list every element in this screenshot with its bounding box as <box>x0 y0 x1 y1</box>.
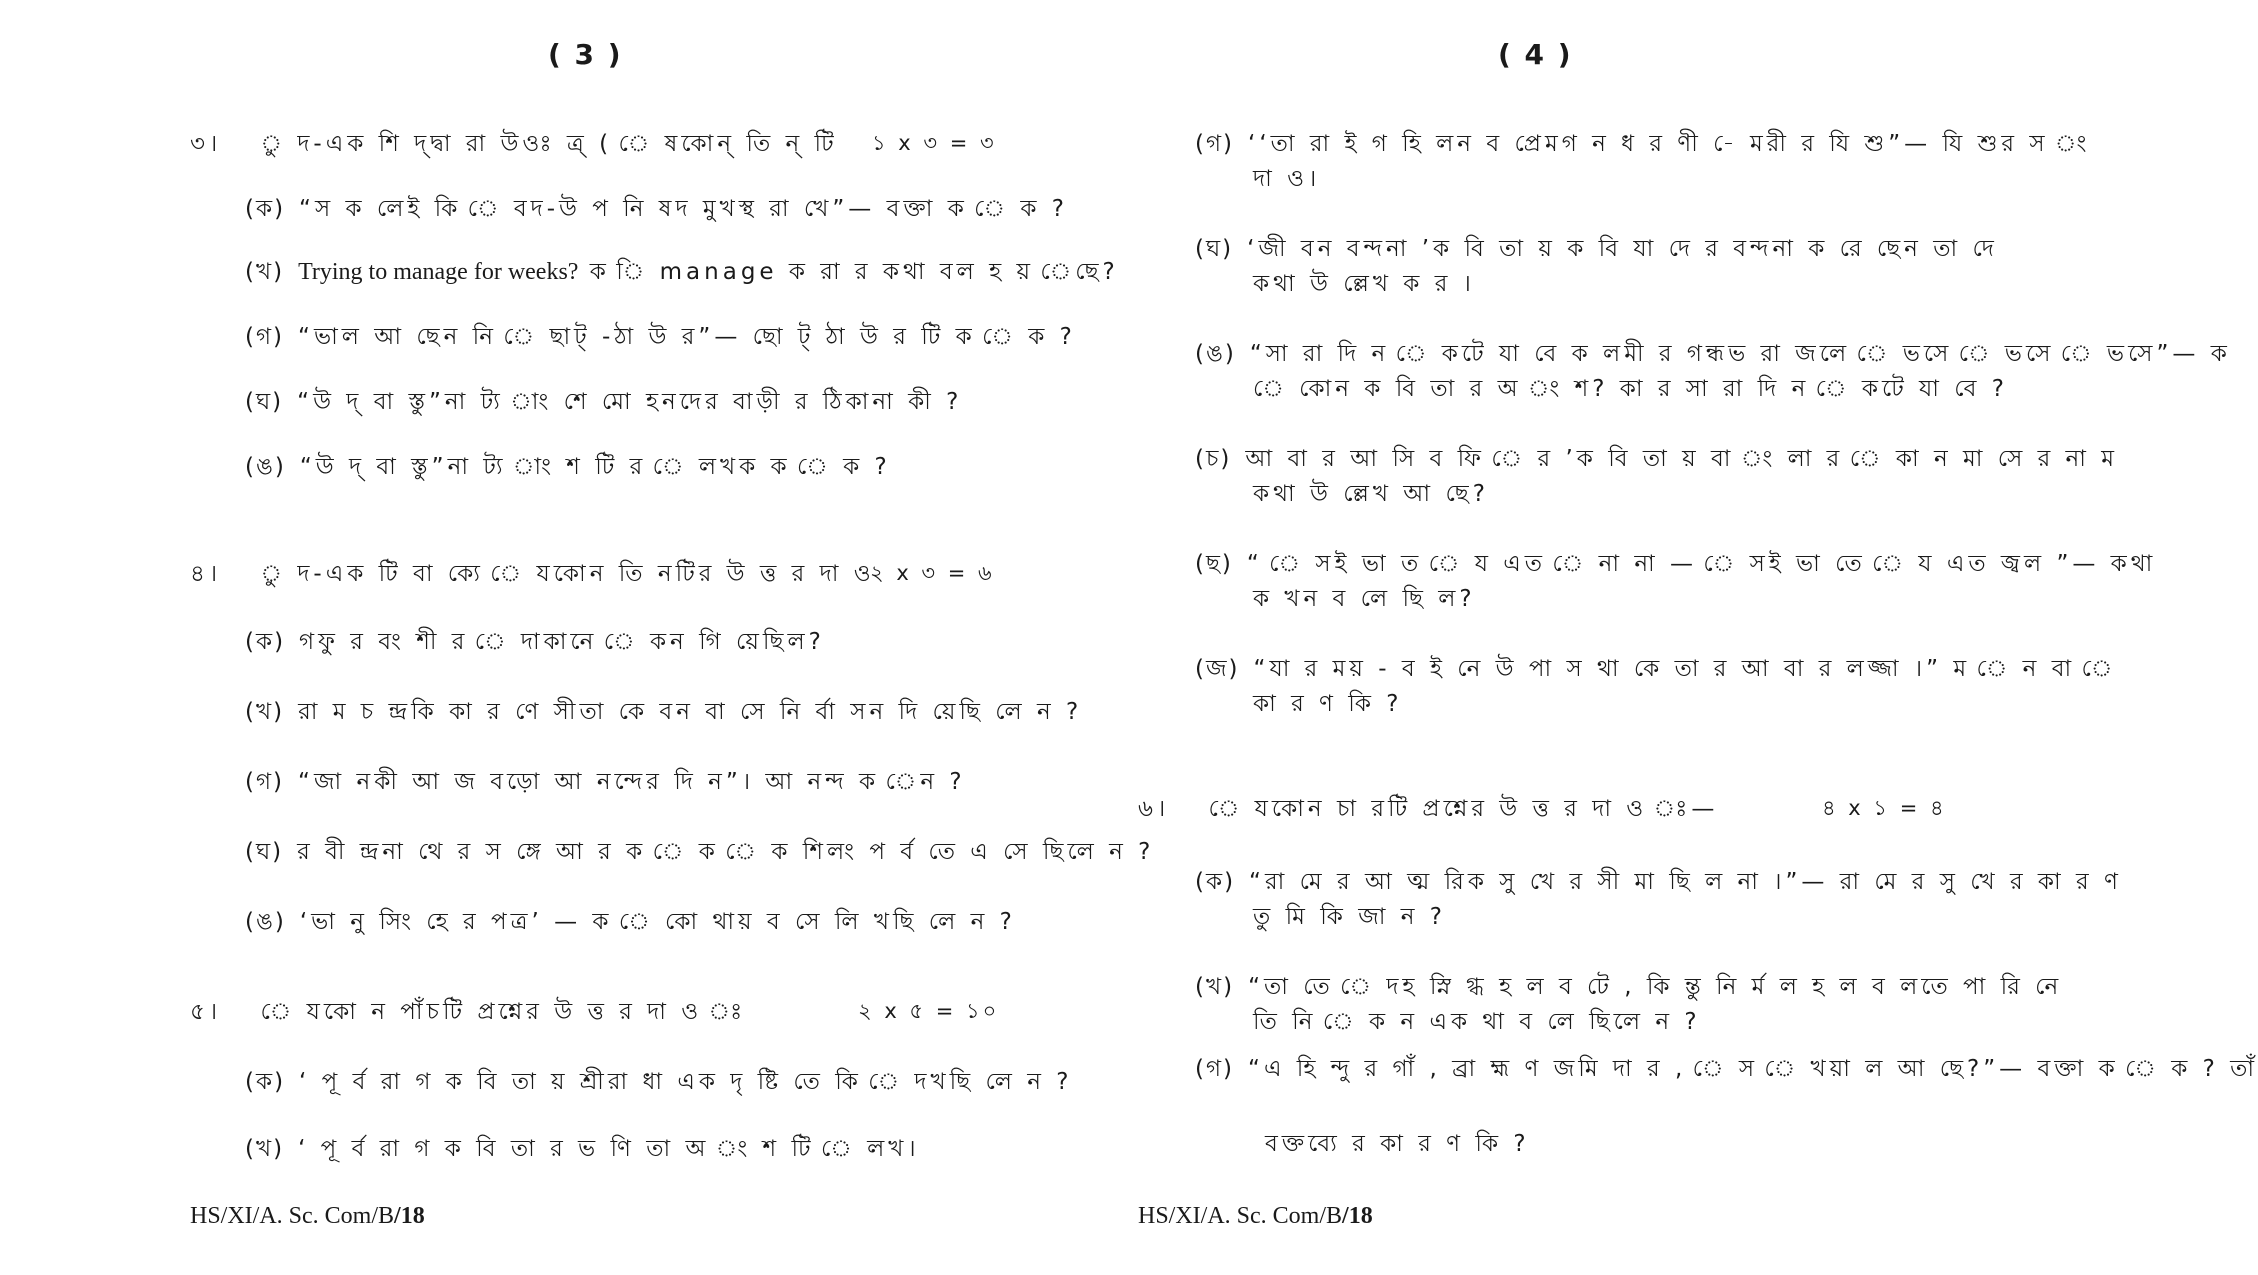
cont-item-chh: (ছ) “ ে সই ভা ত ে য এত ে না না — ে সই ভা তে ে য এত জ্বল ”— কথা <box>1195 551 2157 577</box>
footer-right <box>1138 1203 1373 1230</box>
cont-item-ch: (চ) আ বা র আ সি ব ফি ে র ’ক বি তা য় বা ং লা র ে কা ন মা সে র না ম <box>1195 446 2119 472</box>
q3-item-e: (ঙ) “উ দ্ বা স্তু”না ট্য াং শ টি র ে লখক ক ে ক ? <box>245 454 891 480</box>
q4-item-d: (ঘ) র বী ন্দ্রনা থে র স ঙ্গে আ র ক ে ক ে ক শিলং প র্ব তে এ সে ছিলে ন ? <box>245 839 1155 865</box>
cont-item-j: (জ) “যা র ময় - ব ই নে উ পা স থা কে তা র আ বা র লজ্জা ।” ম ে ন বা ে <box>1195 656 2117 682</box>
question-6-heading <box>1138 790 1718 829</box>
footer-left <box>190 1203 425 1230</box>
q6-item-a: (ক) “রা মে র আ ত্ম রিক সু খে র সী মা ছি ল না ।”— রা মে র সু খে র কা র ণ <box>1195 869 2122 895</box>
cont-item-ch-line2: কথা উ ল্লেখ আ ছে? <box>1253 481 1489 507</box>
page-number-left: ( 3 ) <box>548 38 623 71</box>
q4-item-b: (খ) রা ম চ ন্দ্রকি কা র ণে সীতা কে বন বা সে নি র্বা সন দি য়েছি লে ন ? <box>245 699 1083 725</box>
q6-item-b-line2: তি নি ে ক ন এক থা ব লে ছিলে ন ? <box>1253 1009 1701 1035</box>
q6-item-c-line2: বক্তব্যে র কা র ণ কি ? <box>1265 1131 1530 1157</box>
question-5-marks: ২ x ৫ = ১০ <box>858 999 1000 1023</box>
question-number: ৪। <box>190 561 222 587</box>
page-number-right: ( 4 ) <box>1498 38 1573 71</box>
question-6-marks: ৪ x ১ = ৪ <box>1822 796 1947 820</box>
q4-item-c: (গ) “জা নকী আ জ বড়ো আ নন্দের দি ন”। আ নন্দ ক েন ? <box>245 769 966 795</box>
footer-code: HS/XI/A. Sc. Com/B <box>190 1203 395 1229</box>
q3-item-b: (খ) Trying to manage for weeks? ক ি manage ক রা র কথা বল হ য় েছে? <box>245 259 1119 285</box>
q6-item-c: (গ) “এ হি ন্দু র গাঁ , ব্রা হ্ম ণ জমি দা র , ে স ে খয়া ল আ ছে?”— বক্তা ক ে ক ? তাঁ <box>1195 1056 2258 1082</box>
cont-item-g: (গ) ‘‘তা রা ই গ হি লন ব প্রেমগ ন ধ র ণী -ে মরী র যি শু”— যি শুর স ং <box>1195 131 2091 157</box>
q6-item-b: (খ) “তা তে ে দহ স্নি গ্ধ হ ল ব টে , কি ন্তু নি র্ম ল হ ল ব লতে পা রি নে <box>1195 974 2063 1000</box>
footer-set: /18 <box>394 1203 425 1229</box>
q3-item-c: (গ) “ভাল আ ছেন নি ে ছাট্ -ঠা উ র”— ছো ট্ ঠা উ র টি ক ে ক ? <box>245 324 1076 350</box>
question-number: ৩। <box>190 131 222 157</box>
q5-item-a: (ক) ‘ পূ র্ব রা গ ক বি তা য় শ্রীরা ধা এক দৃ ষ্টি তে কি ে দখছি লে ন ? <box>245 1069 1073 1095</box>
cont-item-g-line2: দা ও। <box>1253 166 1321 192</box>
q3-item-d: (ঘ) “উ দ্ বা স্তু”না ট্য াং শে মো হনদের বাড়ী র ঠিকানা কী ? <box>245 389 963 415</box>
question-instruction: ে যকোন চা রটি প্রশ্নের উ ত্ত র দা ও ঃ— <box>1208 796 1719 822</box>
q4-item-e: (ঙ) ‘ভা নু সিং হে র পত্র’ — ক ে কো থায় ব সে লি খছি লে ন ? <box>245 909 1016 935</box>
cont-item-j-line2: কা র ণ কি ? <box>1253 691 1403 717</box>
cont-item-gh: (ঘ) ‘জী বন বন্দনা ’ক বি তা য় ক বি যা দে র বন্দনা ক রে ছেন তা দে <box>1195 236 1998 262</box>
question-instruction: ু দ-এক শি দ্দ্বা রা উওঃ ত্র্ ( ে ষকোন্ তি ন্ টি <box>260 131 838 157</box>
cont-item-ng: (ঙ) “সা রা দি ন ে কটে যা বে ক লমী র গন্ধভ রা জলে ে ভসে ে ভসে ে ভসে”— ক <box>1195 341 2231 367</box>
footer-code: HS/XI/A. Sc. Com/B <box>1138 1203 1343 1229</box>
question-instruction: ু দ-এক টি বা ক্যে ে যকোন তি নটির উ ত্ত র দা ও <box>260 561 875 587</box>
q3-item-a: (ক) “স ক লেই কি ে বদ-উ প নি ষদ মুখস্থ রা খে”— বক্তা ক ে ক ? <box>245 196 1068 222</box>
cont-item-gh-line2: কথা উ ল্লেখ ক র । <box>1253 271 1475 297</box>
question-instruction: ে যকো ন পাঁচটি প্রশ্নের উ ত্ত র দা ও ঃ <box>260 999 747 1025</box>
question-4-marks: ২ x ৩ = ৬ <box>870 561 995 585</box>
cont-item-ng-line2: ে কোন ক বি তা র অ ং শ? কা র সা রা দি ন ে কটে যা বে ? <box>1253 376 2008 402</box>
footer-set: /18 <box>1342 1203 1373 1229</box>
question-3-marks: ১ x ৩ = ৩ <box>872 131 997 155</box>
question-number: ৫। <box>190 999 222 1025</box>
question-4-heading <box>190 555 875 594</box>
cont-item-chh-line2: ক খন ব লে ছি ল? <box>1253 586 1476 612</box>
q5-item-b: (খ) ‘ পূ র্ব রা গ ক বি তা র ভ ণি তা অ ং শ টি ে লখ। <box>245 1136 920 1162</box>
question-3-heading <box>190 125 838 164</box>
question-number: ৬। <box>1138 796 1170 822</box>
q4-item-a: (ক) গফু র বং শী র ে দাকানে ে কন গি য়েছিল? <box>245 629 825 655</box>
question-5-heading <box>190 993 746 1032</box>
q6-item-a-line2: তু মি কি জা ন ? <box>1253 904 1447 930</box>
